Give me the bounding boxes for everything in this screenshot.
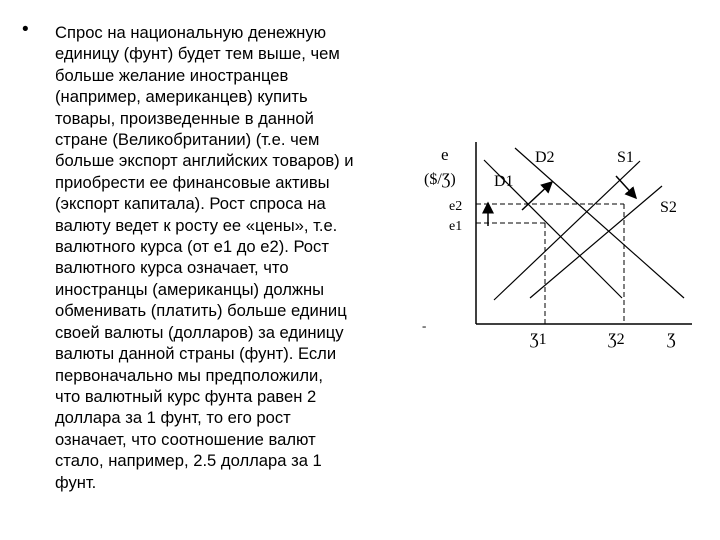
curve-label-d2: D2 <box>535 149 555 166</box>
q2-tick-label: Ʒ2 <box>608 331 625 348</box>
paragraph-line: (например, американцев) купить <box>55 87 308 107</box>
curve-label-s2: S2 <box>660 199 677 216</box>
currency-market-graph <box>412 140 702 355</box>
e1-tick-label: e1 <box>449 219 463 234</box>
paragraph-line: больше экспорт английских товаров) и <box>55 151 354 171</box>
paragraph-line: доллара за 1 фунт, то его рост <box>55 408 291 428</box>
paragraph-line: своей валюты (долларов) за единицу <box>55 322 344 342</box>
paragraph-line: стало, например, 2.5 доллара за 1 <box>55 451 322 471</box>
stray-mark: - <box>422 318 427 333</box>
e2-tick-label: e2 <box>449 199 463 214</box>
paragraph-line: первоначально мы предположили, <box>55 365 323 385</box>
demand-shift-arrow <box>522 182 552 210</box>
paragraph-line: валюты данной страны (фунт). Если <box>55 344 337 364</box>
y-axis-unit: ($/Ʒ) <box>424 171 456 188</box>
paragraph-line: валютного курса означает, что <box>55 258 289 278</box>
paragraph-line: единицу (фунт) будет тем выше, чем <box>55 44 340 64</box>
paragraph-line: товары, произведенные в данной <box>55 108 314 128</box>
paragraph-line: Спрос на национальную денежную <box>55 23 327 42</box>
supply-shift-arrow <box>616 176 636 198</box>
paragraph-line: стране (Великобритании) (т.е. чем <box>55 130 320 150</box>
paragraph-line: приобрести ее финансовые активы <box>55 172 330 192</box>
paragraph-line: обменивать (платить) больше единиц <box>55 301 347 321</box>
paragraph-line: означает, что соотношение валют <box>55 429 316 449</box>
supply-curve-s1 <box>494 161 640 300</box>
y-axis-label: e <box>441 145 449 164</box>
paragraph-line: (экспорт капитала). Рост спроса на <box>55 194 326 214</box>
paragraph-line: фунт. <box>55 472 97 492</box>
curve-label-s1: S1 <box>617 149 634 166</box>
curve-label-d1: D1 <box>494 173 514 190</box>
paragraph-line: валютного курса (от е1 до е2). Рост <box>55 237 329 257</box>
paragraph-text <box>55 22 435 493</box>
paragraph-line: что валютный курс фунта равен 2 <box>55 386 317 406</box>
paragraph-line: валюту ведет к росту ее «цены», т.е. <box>55 215 338 235</box>
paragraph-line: больше желание иностранцев <box>55 65 289 85</box>
bullet-point: • <box>22 19 29 40</box>
paragraph-line: иностранцы (американцы) должны <box>55 279 325 299</box>
x-axis-label: Ʒ <box>667 331 676 348</box>
q1-tick-label: Ʒ1 <box>530 331 547 348</box>
